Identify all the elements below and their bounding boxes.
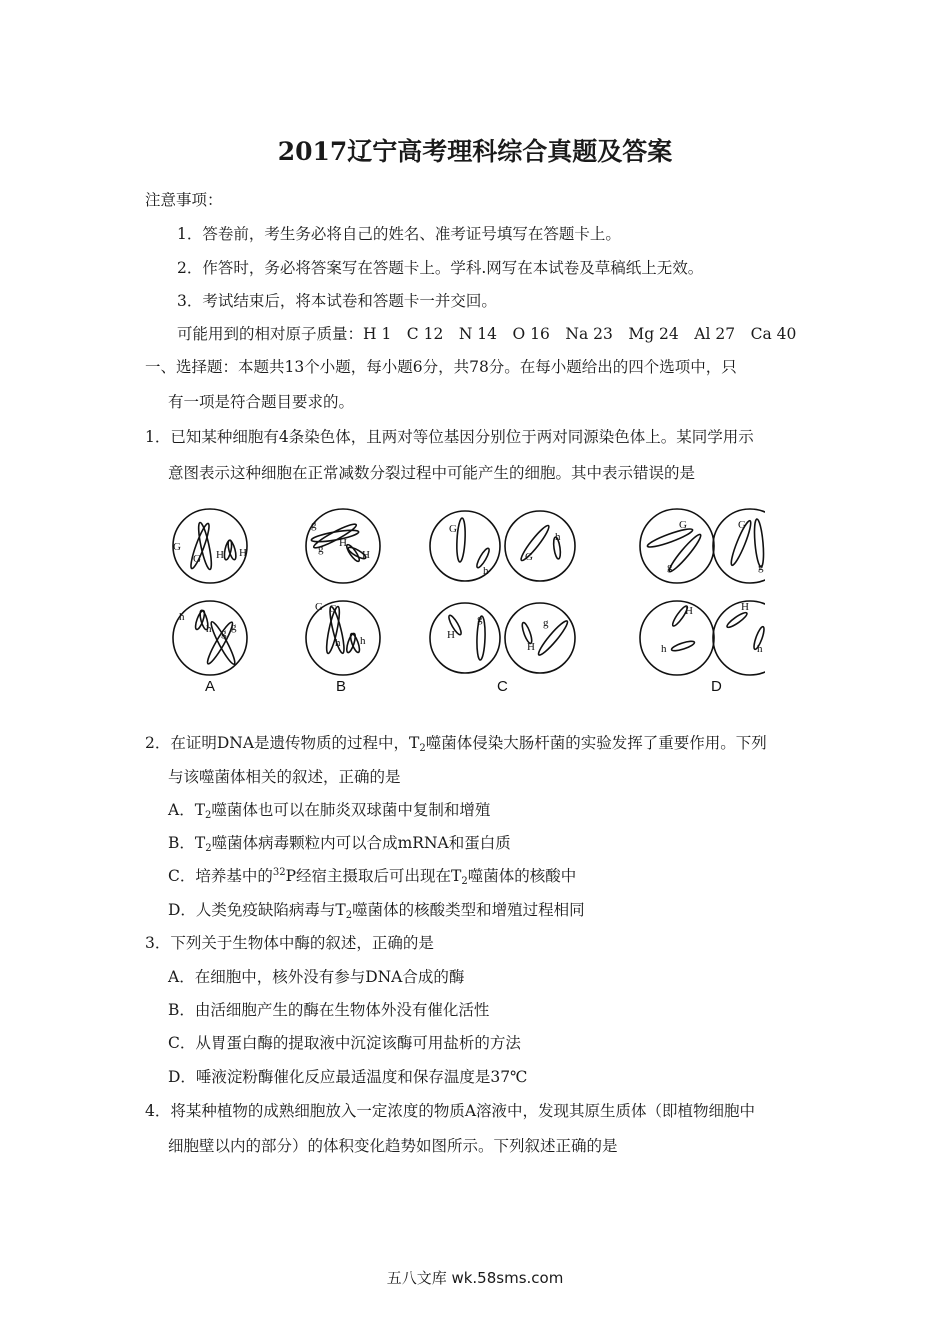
gene-label: G [173, 541, 181, 553]
notice-item-3: 3．考试结束后，将本试卷和答题卡一并交回。 [177, 292, 497, 310]
figure-label-c: C [497, 678, 508, 695]
chromosome [671, 639, 696, 652]
notice-item-1: 1．答卷前，考生务必将自己的姓名、准考证号填写在答题卡上。 [177, 225, 621, 243]
cell-a-top [173, 509, 247, 583]
q2-stem-line2: 与该噬菌体相关的叙述，正确的是 [168, 768, 401, 786]
gene-label: g [231, 621, 237, 633]
chromosome [753, 519, 765, 568]
q2-option-a: A．T2噬菌体也可以在肺炎双球菌中复制和增殖 [168, 801, 491, 821]
gene-label: H [362, 549, 370, 561]
gene-label: h [360, 635, 366, 647]
notice-item-2: 2．作答时，务必将答案写在答题卡上。学科.网写在本试卷及草稿纸上无效。 [177, 259, 704, 277]
cell-c-2 [505, 511, 575, 581]
gene-label: g [318, 543, 324, 555]
gene-label: g [667, 561, 673, 573]
gene-label: G [679, 519, 687, 531]
q2-option-c: C．培养基中的$^{32}$P经宿主摄取后可出现在T2噬菌体的核酸中 [168, 867, 577, 887]
q3-option-b: B．由活细胞产生的酶在生物体外没有催化活性 [168, 1001, 490, 1019]
gene-label: h [335, 637, 341, 649]
atomic-masses: 可能用到的相对原子质量：H 1 C 12 N 14 O 16 Na 23 Mg 24 Al 27 Ca 40 [177, 325, 797, 343]
gene-label: g [477, 613, 483, 625]
q4-stem-line1: 4．将某种植物的成熟细胞放入一定浓度的物质A溶液中，发现其原生质体（即植物细胞中 [145, 1102, 756, 1120]
gene-label: h [179, 611, 185, 623]
q1-cell-figure [155, 498, 765, 706]
gene-label: G [449, 523, 457, 535]
gene-label: h [206, 623, 212, 635]
gene-label: h [483, 565, 489, 577]
page-footer: 五八文库 wk.58sms.com [386, 1269, 564, 1287]
notice-heading: 注意事项： [145, 191, 223, 209]
gene-label: h [661, 643, 667, 655]
gene-label: G [738, 519, 746, 531]
q1-figure-svg [155, 498, 765, 706]
figure-label-d: D [711, 678, 722, 695]
gene-label: H [339, 537, 347, 549]
gene-label: H [216, 549, 224, 561]
q4-stem-line2: 细胞壁以内的部分）的体积变化趋势如图所示。下列叙述正确的是 [168, 1137, 618, 1155]
gene-label: g [543, 617, 549, 629]
figure-label-a: A [205, 678, 216, 695]
q2-option-d: D．人类免疫缺陷病毒与T2噬菌体的核酸类型和增殖过程相同 [168, 901, 585, 921]
chromosome [536, 619, 570, 658]
q3-stem: 3．下列关于生物体中酶的叙述，正确的是 [145, 934, 434, 952]
q3-option-a: A．在细胞中，核外没有参与DNA合成的酶 [168, 968, 465, 986]
gene-label: H [447, 629, 455, 641]
q3-option-c: C．从胃蛋白酶的提取液中沉淀该酶可用盐析的方法 [168, 1034, 521, 1052]
gene-label: H [239, 547, 247, 559]
q3-option-d: D．唾液淀粉酶催化反应最适温度和保存温度是37℃ [168, 1068, 528, 1086]
figure-label-b: B [336, 678, 347, 695]
gene-label: h [757, 643, 763, 655]
cell-c-3 [430, 603, 500, 673]
q1-stem-line1: 1．已知某种细胞有4条染色体，且两对等位基因分别位于两对同源染色体上。某同学用示 [145, 428, 754, 446]
gene-label: h [555, 531, 561, 543]
chromosome [725, 611, 748, 630]
gene-label: g [221, 627, 227, 639]
cell-d-4 [713, 601, 765, 675]
cell-d-1 [640, 509, 714, 583]
gene-label: g [311, 519, 317, 531]
page-title: 2017辽宁高考理科综合真题及答案 [277, 137, 673, 166]
chromosome [456, 518, 466, 562]
chromosome [518, 523, 551, 563]
gene-label: G [193, 553, 201, 565]
gene-label: H [685, 605, 693, 617]
gene-label: H [741, 601, 749, 613]
gene-label: g [758, 561, 764, 573]
chromosome [311, 528, 360, 544]
chromosome [345, 543, 361, 563]
q2-stem-line1: 2．在证明DNA是遗传物质的过程中，T2噬菌体侵染大肠杆菌的实验发挥了重要作用。下列 [145, 734, 767, 754]
section-heading-line2: 有一项是符合题目要求的。 [168, 393, 355, 411]
gene-label: H [527, 641, 535, 653]
section-heading-line1: 一、选择题：本题共13个小题，每小题6分，共78分。在每小题给出的四个选项中，只 [145, 358, 737, 376]
q1-stem-line2: 意图表示这种细胞在正常减数分裂过程中可能产生的细胞。其中表示错误的是 [168, 464, 696, 482]
cell-d-3 [640, 601, 714, 675]
gene-label: G [315, 601, 323, 613]
gene-label: G [329, 603, 337, 615]
q2-option-b: B．T2噬菌体病毒颗粒内可以合成mRNA和蛋白质 [168, 834, 511, 854]
gene-label: G [525, 551, 533, 563]
cell-c-4 [505, 603, 575, 673]
